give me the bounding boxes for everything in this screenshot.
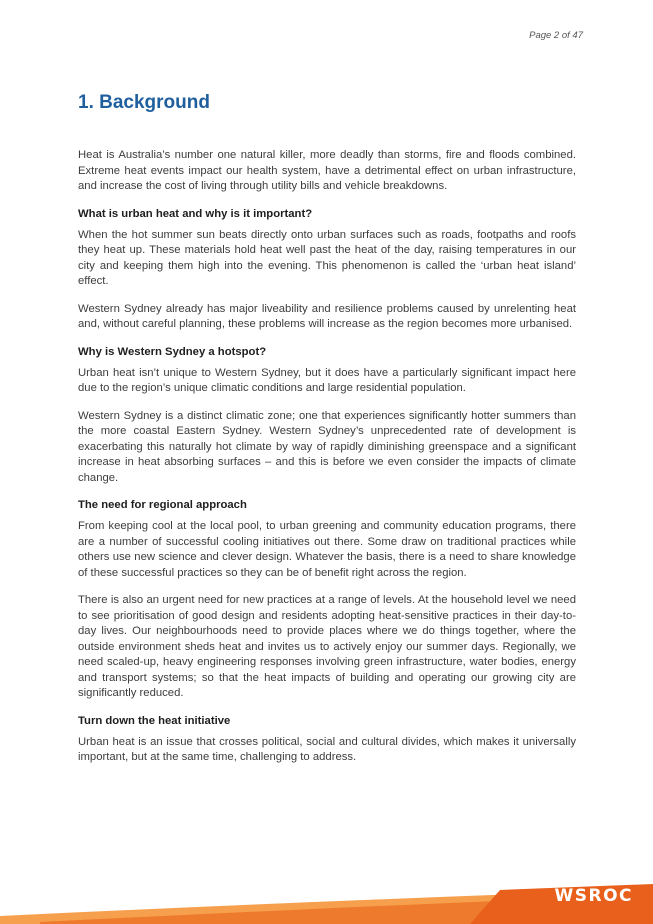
paragraph: Western Sydney is a distinct climatic zone; one that experiences significantly hotter summers than the more coastal Eastern Sydney. Western Sydney’s unprecedented rate of development is exacerbating this naturally hot climate by way of rapidly diminishing greenspace and a significant increase in heat absorbing surfaces – and this is before we even consider the impacts of climate change. bbox=[78, 409, 576, 484]
intro-paragraph: Heat is Australia’s number one natural killer, more deadly than storms, fire and floods combined. Extreme heat events impact our health system, have a detrimental effect on urban infrastructure, and increase the cost of living through utility bills and vehicle breakdowns. bbox=[78, 149, 576, 192]
paragraph: Urban heat isn’t unique to Western Sydney, but it does have a particularly significant impact here due to the region’s unique climatic conditions and large residential population. bbox=[78, 366, 576, 394]
section-title: 1. Background bbox=[78, 92, 210, 113]
heading-hotspot: Why is Western Sydney a hotspot? bbox=[78, 345, 267, 358]
page-number: Page 2 of 47 bbox=[529, 30, 583, 41]
footer-banner bbox=[0, 864, 653, 924]
paragraph: Western Sydney already has major liveability and resilience problems caused by unrelenting heat and, without careful planning, these problems will increase as the region becomes more urbanised. bbox=[78, 302, 576, 330]
document-body bbox=[78, 148, 576, 778]
paragraph: Urban heat is an issue that crosses political, social and cultural divides, which makes it universally important, but at the same time, challenging to address. bbox=[78, 735, 576, 763]
paragraph: There is also an urgent need for new practices at a range of levels. At the household level we need to see prioritisation of good design and residents adopting heat-sensitive practices in their day-to-day lives. Our neighbourhoods need to provide places where we do things together, where the outside environment sheds heat and invites us to actively enjoy our summer days. Regionally, we need scaled-up, heavy engineering responses involving green infrastructure, water bodies, energy and transport systems; so that the heat impacts of building and operating our growing city are significantly reduced. bbox=[78, 594, 576, 699]
wsroc-logo: WSROC bbox=[554, 886, 633, 906]
heading-urban-heat: What is urban heat and why is it important? bbox=[78, 207, 313, 220]
heading-initiative: Turn down the heat initiative bbox=[78, 714, 231, 727]
paragraph: When the hot summer sun beats directly onto urban surfaces such as roads, footpaths and roofs they heat up. These materials hold heat well past the heat of the day, raising temperatures in our city and keeping them high into the evening. This phenomenon is called the ‘urban heat island’ effect. bbox=[78, 228, 576, 287]
heading-regional-approach: The need for regional approach bbox=[78, 499, 247, 511]
paragraph: From keeping cool at the local pool, to urban greening and community education programs, there are a number of successful cooling initiatives out there. Some draw on traditional practices while others use new science and clever design. Whatever the basis, there is a need to share knowledge of these successful practices so they can be of benefit right across the region. bbox=[78, 520, 576, 579]
